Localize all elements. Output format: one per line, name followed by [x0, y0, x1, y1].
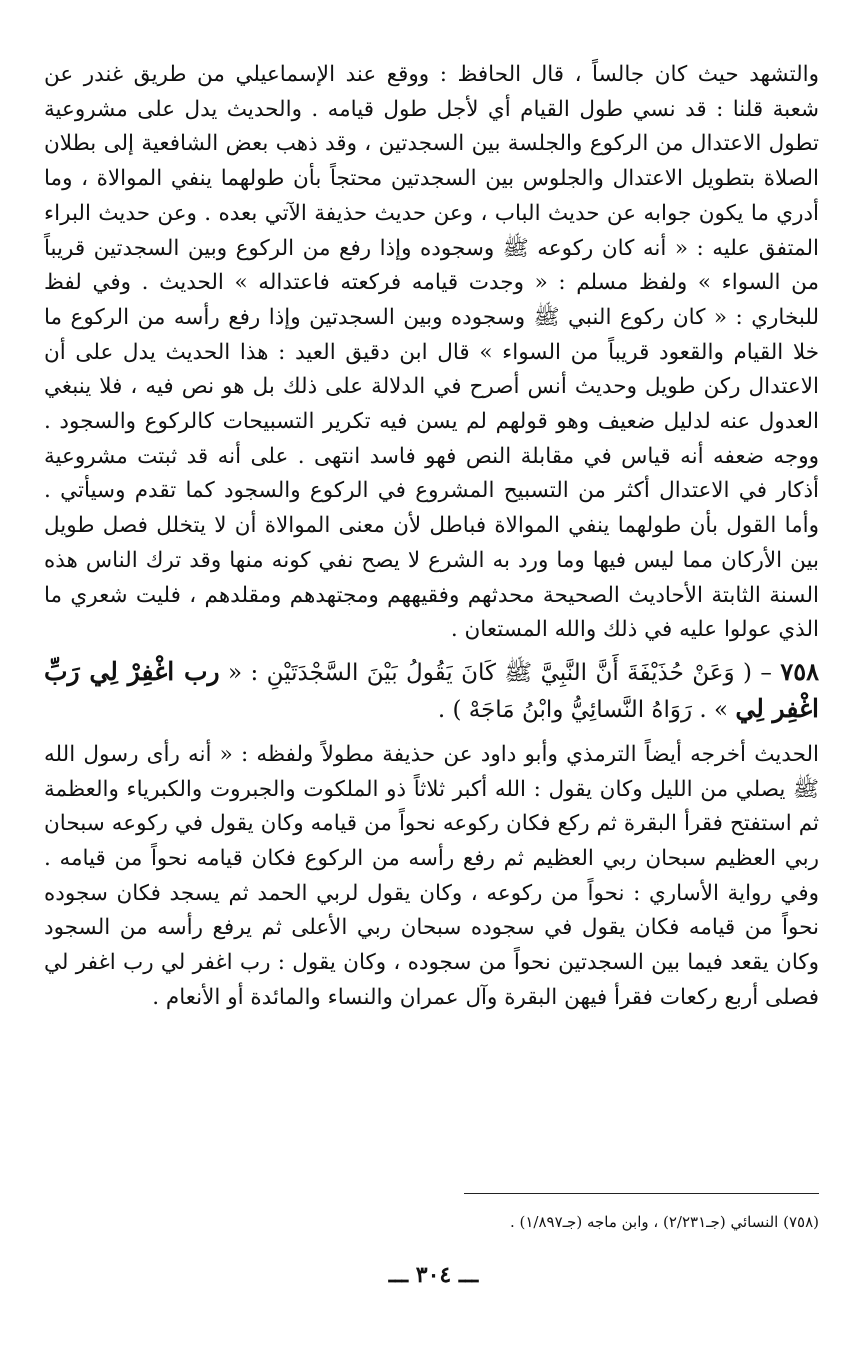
hadith-dash: – [760, 659, 772, 686]
footnote-divider [464, 1193, 819, 1194]
paragraph-main: والتشهد حيث كان جالساً ، قال الحافظ : ووقع عند الإسماعيلي من طريق غندر عن شعبة قلنا : قد نسي طول القيام أي لأجل طول قيامه . والحديث يدل على مشروعية تطول الاعتدال من الركوع والجلسة بين السجدتين ، وقد ذهب بعض الشافعية إلى بطلان الصلاة بتطويل الاعتدال والجلوس بين السجدتين محتجاً بأن طولهما ينفي الموالاة ، وما أدري ما يكون جوابه عن حديث الباب ، وعن حديث حذيفة الآتي بعده . وعن حديث البراء المتفق عليه : « أنه كان ركوعه ﷺ وسجوده وإذا رفع من الركوع وبين السجدتين قريباً من السواء » ولفظ مسلم : « وجدت قيامه فركعته فاعتداله » الحديث . وفي لفظ للبخاري : « كان ركوع النبي ﷺ وسجوده وبين السجدتين وإذا رفع رأسه من الركوع ما خلا القيام والقعود قريباً من السواء » قال ابن دقيق العيد : هذا الحديث يدل على أن الاعتدال ركن طويل وحديث أنس أصرح في الدلالة على ذلك بل هو نص فيه ، فلا ينبغي العدول عنه لدليل ضعيف وهو قولهم لم يسن فيه تكرير التسبيحات كالركوع والسجود . ووجه ضعفه أنه قياس في مقابلة النص فهو فاسد انتهى . على أنه قد ثبتت مشروعية أذكار في الاعتدال أكثر من التسبيح المشروع في الركوع والسجود كما تقدم وسيأتي . وأما القول بأن طولهما ينفي الموالاة فباطل لأن معنى الموالاة أن لا يتخلل فصل طويل بين الأركان مما ليس فيها وما ورد به الشرع لا يصح نفي كونه منها وقد ترك الناس هذه السنة الثابتة الأحاديث الصحيحة محدثهم وفقيههم ومجتهدهم ومقلدهم ، فليت شعري ما الذي عولوا عليه في ذلك والله المستعان . [44, 62, 819, 643]
paragraph-commentary: الحديث أخرجه أيضاً الترمذي وأبو داود عن حذيفة مطولاً ولفظه : « أنه رأى رسول الله ﷺ يصلي من الليل وكان يقول : الله أكبر ثلاثاً ذو الملكوت والجبروت والكبرياء والعظمة ثم استفتح فقرأ البقرة ثم ركع فكان ركوعه نحواً من قيامه وكان يقول في ركوعه سبحان ربي العظيم سبحان ربي العظيم ثم رفع رأسه من الركوع فكان قيامه نحواً من قيامه . وفي رواية الأساري : نحواً من ركوعه ، وكان يقول لربي الحمد ثم يسجد فكان سجوده نحواً من قيامه فكان يقول في سجوده سبحان ربي الأعلى ثم يرفع رأسه من السجود وكان يقعد فيما بين السجدتين نحواً من سجوده ، وكان يقول : رب اغفر لي رب اغفر لي فصلى أربع ركعات فقرأ فيهن البقرة وآل عمران والنساء والمائدة أو الأنعام . [44, 741, 819, 1010]
hadith-block [44, 654, 819, 728]
hadith-text-close: » . رَوَاهُ النَّسائِيُّ وابْنُ مَاجَهْ ) . [437, 696, 729, 723]
hadith-text-open: ( وَعَنْ حُذَيْفَةَ أَنَّ النَّبِيَّ ﷺ كَانَ يَقُولُ بَيْنَ السَّجْدَتَيْنِ : « [228, 659, 752, 686]
footnote: (٧٥٨) النسائي (جـ٢/٢٣١) ، وابن ماجه (جـ١/٨٩٧) . [509, 1213, 819, 1231]
hadith-dua: رب اغْفِرْ لِي رَبِّ اغْفِر لِي [44, 656, 819, 723]
page-number: ـــ ٣٠٤ ـــ [388, 1262, 479, 1288]
hadith-number: ٧٥٨ [780, 656, 820, 686]
